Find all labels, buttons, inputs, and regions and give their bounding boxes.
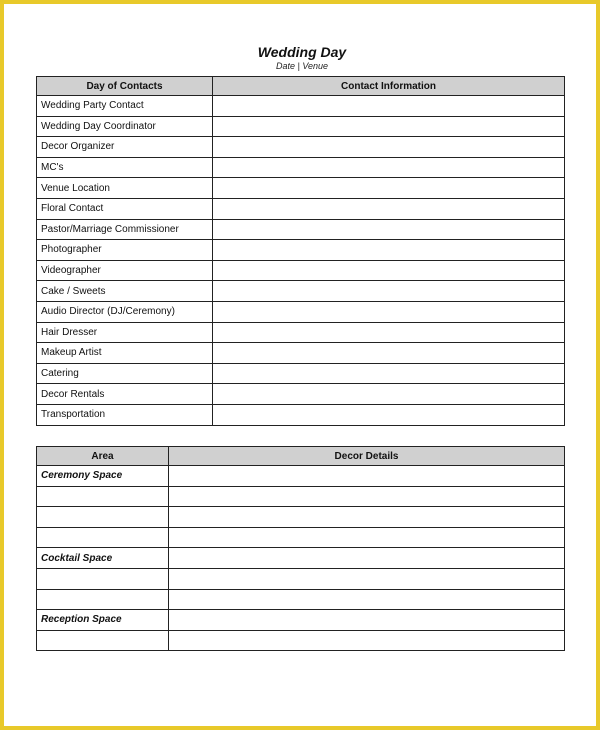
row-entry-field[interactable] xyxy=(213,198,565,219)
table-row xyxy=(37,610,565,631)
row-label: Cake / Sweets xyxy=(37,281,213,302)
table-row xyxy=(37,589,565,610)
row-entry-field[interactable] xyxy=(169,486,565,507)
row-label: MC's xyxy=(37,157,213,178)
table-row xyxy=(37,527,565,548)
table-row xyxy=(37,404,565,425)
row-entry-field[interactable] xyxy=(213,260,565,281)
row-label: Catering xyxy=(37,363,213,384)
row-label: Reception Space xyxy=(37,610,169,631)
row-label xyxy=(37,568,169,589)
table-row xyxy=(37,281,565,302)
row-entry-field[interactable] xyxy=(213,301,565,322)
table-row xyxy=(37,178,565,199)
decor-table xyxy=(36,446,565,651)
row-entry-field[interactable] xyxy=(169,466,565,487)
row-entry-field[interactable] xyxy=(169,610,565,631)
row-label: Makeup Artist xyxy=(37,343,213,364)
table-row xyxy=(37,507,565,528)
document-subtitle: Date | Venue xyxy=(275,61,329,71)
row-entry-field[interactable] xyxy=(213,96,565,117)
table-row xyxy=(37,322,565,343)
table-row xyxy=(37,363,565,384)
table-row xyxy=(37,198,565,219)
row-label: Pastor/Marriage Commissioner xyxy=(37,219,213,240)
table-row xyxy=(37,486,565,507)
table-row xyxy=(37,260,565,281)
row-entry-field[interactable] xyxy=(213,322,565,343)
row-entry-field[interactable] xyxy=(213,137,565,158)
row-label: Hair Dresser xyxy=(37,322,213,343)
table-row xyxy=(37,116,565,137)
table-row xyxy=(37,466,565,487)
header-decor-details: Decor Details xyxy=(169,447,565,466)
row-label xyxy=(37,527,169,548)
table-row xyxy=(37,137,565,158)
row-label xyxy=(37,630,169,651)
row-entry-field[interactable] xyxy=(213,240,565,261)
row-entry-field[interactable] xyxy=(169,548,565,569)
table-row xyxy=(37,96,565,117)
table-row xyxy=(37,343,565,364)
row-entry-field[interactable] xyxy=(213,384,565,405)
row-entry-field[interactable] xyxy=(169,527,565,548)
table-row xyxy=(37,630,565,651)
row-label: Wedding Day Coordinator xyxy=(37,116,213,137)
row-label: Ceremony Space xyxy=(37,466,169,487)
row-label: Floral Contact xyxy=(37,198,213,219)
row-label: Wedding Party Contact xyxy=(37,96,213,117)
row-entry-field[interactable] xyxy=(213,363,565,384)
row-entry-field[interactable] xyxy=(213,343,565,364)
table-row xyxy=(37,301,565,322)
table-row xyxy=(37,384,565,405)
table-row xyxy=(37,568,565,589)
row-entry-field[interactable] xyxy=(213,219,565,240)
row-label xyxy=(37,589,169,610)
table-row xyxy=(37,157,565,178)
row-label: Cocktail Space xyxy=(37,548,169,569)
row-label: Audio Director (DJ/Ceremony) xyxy=(37,301,213,322)
row-label xyxy=(37,507,169,528)
header-area: Area xyxy=(37,447,169,466)
row-label: Transportation xyxy=(37,404,213,425)
decor-header-row xyxy=(37,447,565,466)
contacts-table xyxy=(36,76,565,426)
row-entry-field[interactable] xyxy=(213,116,565,137)
row-entry-field[interactable] xyxy=(213,157,565,178)
table-row xyxy=(37,548,565,569)
table-row xyxy=(37,240,565,261)
contacts-header-row xyxy=(37,77,565,96)
row-label: Decor Organizer xyxy=(37,137,213,158)
row-label: Decor Rentals xyxy=(37,384,213,405)
row-entry-field[interactable] xyxy=(213,178,565,199)
row-entry-field[interactable] xyxy=(213,404,565,425)
header-day-of-contacts: Day of Contacts xyxy=(37,77,213,96)
row-label: Venue Location xyxy=(37,178,213,199)
row-label: Photographer xyxy=(37,240,213,261)
row-entry-field[interactable] xyxy=(169,589,565,610)
row-label xyxy=(37,486,169,507)
row-entry-field[interactable] xyxy=(169,630,565,651)
row-label: Videographer xyxy=(37,260,213,281)
header-contact-information: Contact Information xyxy=(213,77,565,96)
row-entry-field[interactable] xyxy=(169,568,565,589)
table-row xyxy=(37,219,565,240)
document-title: Wedding Day xyxy=(257,44,347,60)
row-entry-field[interactable] xyxy=(169,507,565,528)
row-entry-field[interactable] xyxy=(213,281,565,302)
